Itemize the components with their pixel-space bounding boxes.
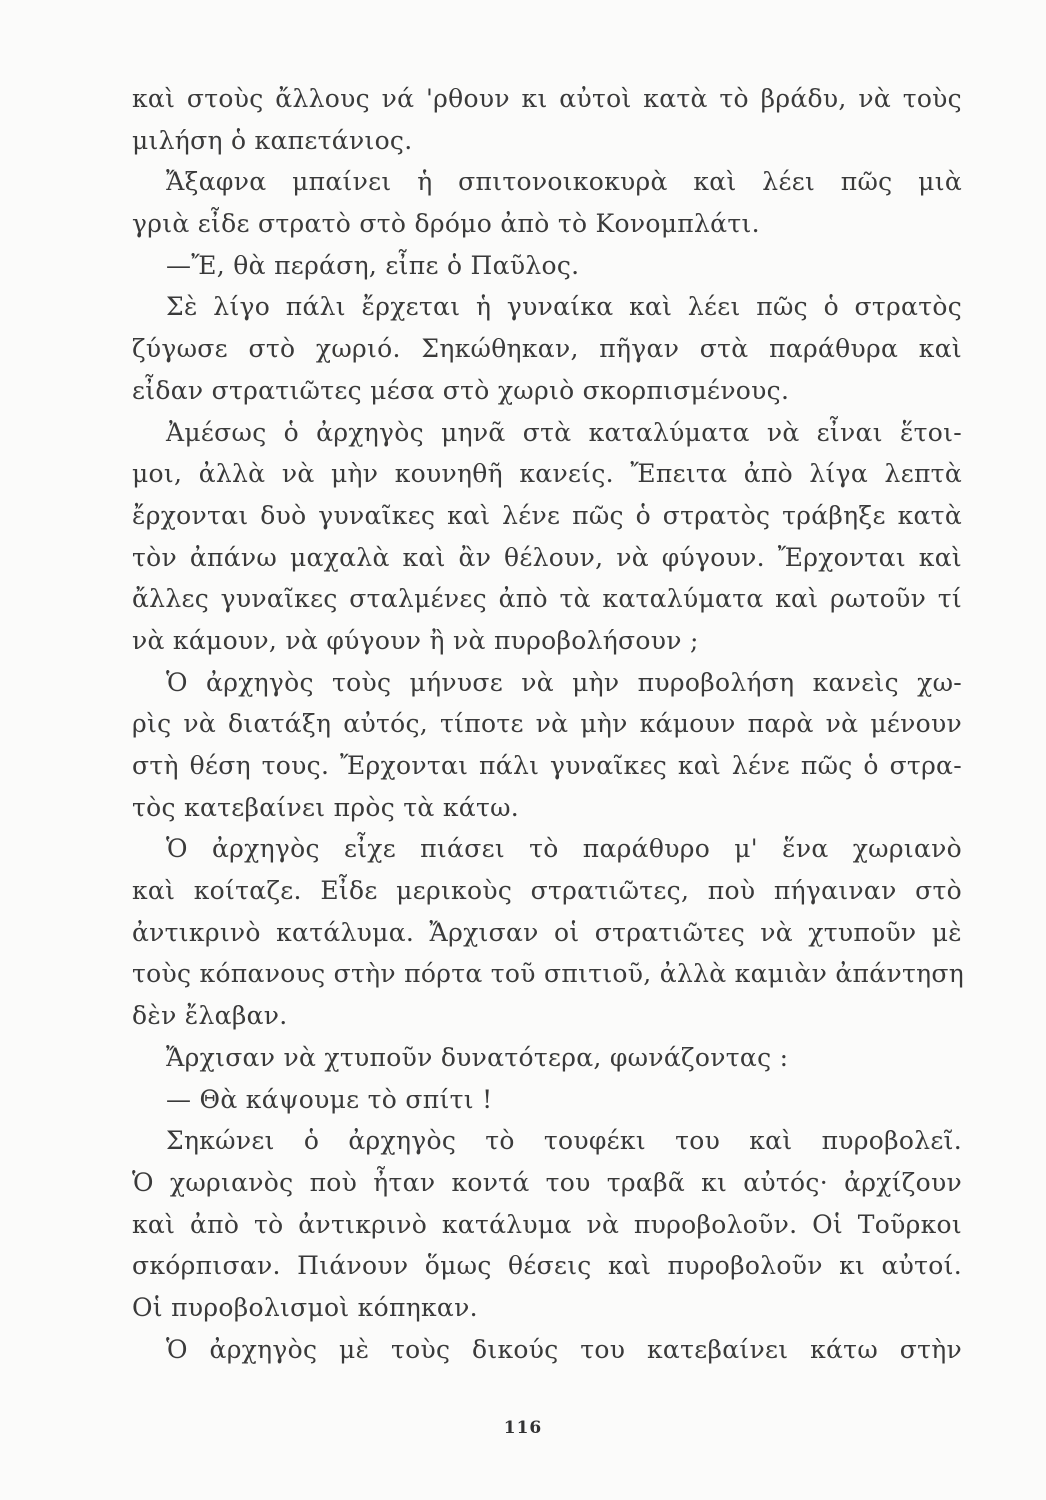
text-line: ἀντικρινὸ κατάλυμα. Ἄρχισαν οἱ στρατιῶτες νὰ χτυποῦν μὲ [132,917,962,947]
text-line: σκόρπισαν. Πιάνουν ὅμως θέσεις καὶ πυροβολοῦν κι αὐτοί. [132,1251,962,1281]
text-line: δὲν ἔλαβαν. [132,1001,288,1031]
text-line: τὸς κατεβαίνει πρὸς τὰ κάτω. [132,792,520,822]
text-line: γριὰ εἶδε στρατὸ στὸ δρόμο ἀπὸ τὸ Κονομπλάτι. [132,209,760,239]
body-text [132,78,962,1370]
text-line: Σὲ λίγο πάλι ἔρχεται ἡ γυναίκα καὶ λέει πῶς ὁ στρατὸς [166,292,962,322]
text-line: Οἱ πυροβολισμοὶ κόπηκαν. [132,1292,478,1322]
text-line: καὶ κοίταζε. Εἶδε μερικοὺς στρατιῶτες, ποὺ πήγαιναν στὸ [132,876,962,906]
text-line: Ὁ ἀρχηγὸς τοὺς μήνυσε νὰ μὴν πυροβολήση κανεὶς χω- [166,667,962,697]
text-line: Ἄξαφνα μπαίνει ἡ σπιτονοικοκυρὰ καὶ λέει πῶς μιὰ [166,167,962,197]
text-line: ἔρχονται δυὸ γυναῖκες καὶ λένε πῶς ὁ στρατὸς τράβηξε κατὰ [132,500,962,530]
text-line: στὴ θέση τους. Ἔρχονται πάλι γυναῖκες καὶ λένε πῶς ὁ στρα- [132,751,962,780]
text-line: τοὺς κόπανους στὴν πόρτα τοῦ σπιτιοῦ, ἀλλὰ καμιὰν ἀπάντηση [132,959,964,989]
page-number: 116 [503,1418,543,1438]
text-line: —Ἔ, θὰ περάση, εἶπε ὁ Παῦλος. [166,250,580,280]
text-line: εἶδαν στρατιῶτες μέσα στὸ χωριὸ σκορπισμένους. [132,375,790,405]
text-line: Ὁ ἀρχηγὸς μὲ τοὺς δικούς του κατεβαίνει κάτω στὴν [166,1334,962,1364]
text-line: Ὁ χωριανὸς ποὺ ἦταν κοντά του τραβᾶ κι αὐτός· ἀρχίζουν [132,1167,962,1197]
text-line: — Θὰ κάψουμε τὸ σπίτι ! [166,1084,493,1114]
text-line: Ὁ ἀρχηγὸς εἶχε πιάσει τὸ παράθυρο μ' ἕνα χωριανὸ [166,834,962,864]
text-line: μοι, ἀλλὰ νὰ μὴν κουνηθῆ κανείς. Ἔπειτα ἀπὸ λίγα λεπτὰ [132,459,962,489]
text-line: ἄλλες γυναῖκες σταλμένες ἀπὸ τὰ καταλύματα καὶ ρωτοῦν τί [132,584,962,614]
text-line: τὸν ἀπάνω μαχαλὰ καὶ ἂν θέλουν, νὰ φύγουν. Ἔρχονται καὶ [132,542,962,572]
text-line: μιλήση ὁ καπετάνιος. [132,125,413,155]
text-line: νὰ κάμουν, νὰ φύγουν ἢ νὰ πυροβολήσουν ; [132,625,699,655]
text-line: καὶ στοὺς ἄλλους νά 'ρθουν κι αὐτοὶ κατὰ τὸ βράδυ, νὰ τοὺς [132,84,962,113]
text-line: καὶ ἀπὸ τὸ ἀντικρινὸ κατάλυμα νὰ πυροβολοῦν. Οἱ Τοῦρκοι [132,1209,962,1239]
text-line: Ἄρχισαν νὰ χτυποῦν δυνατότερα, φωνάζοντας : [166,1042,789,1072]
text-line: Σηκώνει ὁ ἀρχηγὸς τὸ τουφέκι του καὶ πυροβολεῖ. [166,1126,962,1156]
text-line: Ἀμέσως ὁ ἀρχηγὸς μηνᾶ στὰ καταλύματα νὰ εἶναι ἕτοι- [166,417,962,447]
text-line: ζύγωσε στὸ χωριό. Σηκώθηκαν, πῆγαν στὰ παράθυρα καὶ [132,334,962,364]
text-line: ρὶς νὰ διατάξη αὐτός, τίποτε νὰ μὴν κάμουν παρὰ νὰ μένουν [132,709,962,739]
